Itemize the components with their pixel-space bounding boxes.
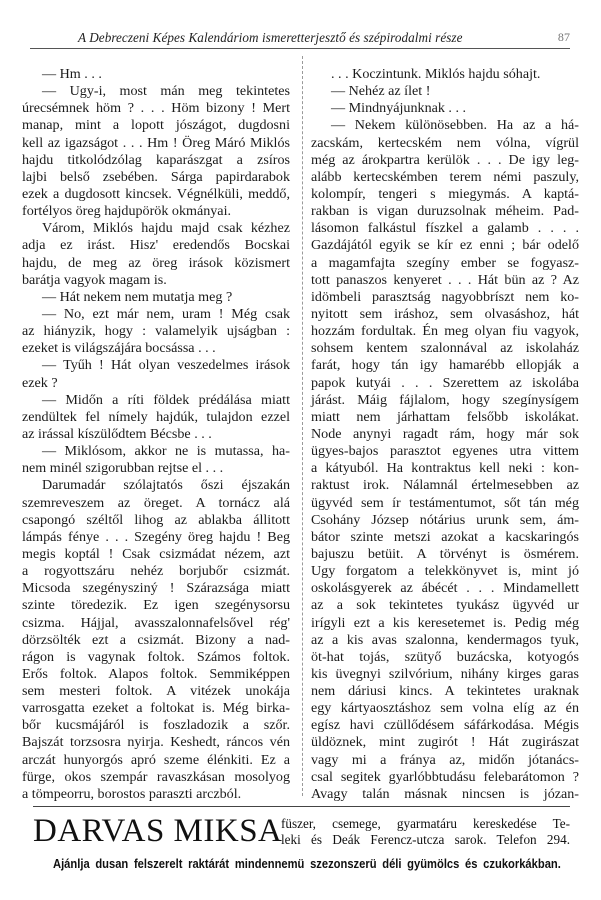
- text-line: Gazdájától egyik se kír ez enni ; bár odelő: [311, 237, 579, 254]
- advertiser-description-line: leki és Deák Ferencz-utcza sarok. Telefon 294.: [281, 831, 570, 847]
- text-line: alább kertecskémben terem némi paszuly,: [311, 168, 579, 185]
- text-line: Várom, Miklós hajdu majd csak kézhez: [42, 220, 290, 237]
- text-line: rágon is vagynak foltok. Számos foltok.: [22, 648, 290, 665]
- text-line: a rogyottszáru nehéz borjubőr csizmát.: [22, 563, 290, 580]
- text-line: az irással kíszülődtem Bécsbe . . .: [22, 425, 212, 442]
- text-line: — Midőn a ríti földek prédálása miatt: [42, 391, 290, 408]
- footer-rule: [33, 806, 570, 807]
- text-line: kolompír, tengeri s miegymás. A kaptá-: [311, 185, 579, 202]
- text-line: irígyli ezt a kis keresetemet is. Pedig még: [311, 614, 579, 631]
- advertiser-name: DARVAS MIKSA: [33, 813, 283, 849]
- text-line: öt-hat tojás, szütyő buzácska, kotyogós: [311, 648, 579, 665]
- text-line: oskolásgyerek az ábécét . . . Mindamellett: [311, 580, 579, 597]
- text-line: tott panaszos kenyeret . . . Hát bün az ? Az: [311, 271, 579, 288]
- text-line: járást. Máig fájlalom, hogy szegínysígem: [311, 391, 579, 408]
- text-line: kis üvegnyi szilvórium, nihány kirges garas: [311, 665, 579, 682]
- text-line: bátor szinte metszi azokat a kacskaringós: [311, 528, 579, 545]
- text-line: ezek a dugdosott kincsek. Végnélküli, meddő,: [22, 185, 290, 202]
- text-line: sohsem kentem szalonnával az iskolaház: [311, 340, 579, 357]
- text-line: Avagy talán másnak nincsen is józan-: [311, 785, 579, 802]
- text-line: miatt nem járhattam felsőbb iskolákat.: [311, 408, 579, 425]
- advertisement: [33, 812, 570, 882]
- text-line: az hiányzik, hogy : valamelyik ujságban :: [22, 323, 290, 340]
- text-line: ügyvéd sem ír testámentumot, sőt tán még: [311, 494, 579, 511]
- running-title: A Debreczeni Képes Kalendáriom ismeretterjesztő és szépirodalmi része: [78, 30, 463, 45]
- text-line: szinte töredezik. Ez igen szegénysorsu: [22, 597, 290, 614]
- text-line: hozzám fordultak. Én meg olyan fiu vagyok,: [311, 323, 579, 340]
- text-line: a magamfajta szegíny ember se fogyasz-: [311, 254, 579, 271]
- text-line: csapongó széltől lihog az ablakba állitott: [22, 511, 290, 528]
- text-line: vagy mi a fránya az, midőn jótanács-: [311, 751, 579, 768]
- text-line: ügyes-bajos parasztot egyenes utra vittem: [311, 443, 579, 460]
- text-line: papok kutyái . . . Szerettem az iskolába: [311, 374, 579, 391]
- text-line: Micsoda szegénysziný ! Szárazsága miatt: [22, 580, 290, 597]
- header-rule: [30, 48, 570, 49]
- text-line: adja ez irást. Hisz' eredendős Bocskai: [22, 237, 290, 254]
- text-line: — Miklósom, akkor ne is mutassa, ha-: [42, 443, 290, 460]
- text-line: úrecsémnek höm ? . . . Höm bizony ! Mert: [22, 100, 290, 117]
- left-column: [22, 66, 290, 803]
- text-line: varrosgatta ezeket a foltokat is. Még birka-: [22, 700, 290, 717]
- text-line: nem minél szigorubban rejtse el . . .: [22, 460, 224, 477]
- text-line: Csohány Józsep nótárius urunk sem, ám-: [311, 511, 579, 528]
- text-line: az a sok tekintetes tyukász ügyvéd ur: [311, 597, 579, 614]
- text-line: rakban is vigan duruzsolnak méheim. Pad-: [311, 203, 579, 220]
- text-line: arczát hunyorgós apró szeme élénkiti. Ez a: [22, 751, 290, 768]
- running-head: [60, 30, 570, 48]
- text-line: Erős foltok. Alapos foltok. Semmiképpen: [22, 665, 290, 682]
- text-line: szemreveszem az öreget. A tornácz alá: [22, 494, 290, 511]
- column-divider: [302, 56, 303, 796]
- text-line: Node anynyi ragadt rám, hogy már sok: [311, 425, 579, 442]
- text-line: ezek ?: [22, 374, 58, 391]
- text-line: — Nekem különösebben. Ha az a há-: [331, 117, 579, 134]
- text-line: egy kártyaosztáshoz sem volna elíg az én: [311, 700, 579, 717]
- text-line: sem mesteri foltok. A vitézek unokája: [22, 683, 290, 700]
- text-line: — Nehéz az ílet !: [331, 83, 431, 100]
- text-line: zacskám, kertecském nem vólna, vígrül: [311, 134, 579, 151]
- text-line: fortélyos öreg hajdupörök okmányai.: [22, 203, 232, 220]
- text-line: — Hm . . .: [42, 66, 102, 82]
- text-line: lámpás fénye . . . Szegény öreg hajdu ! Beg: [22, 528, 290, 545]
- text-line: dörzsölték ezt a csizmát. Bizony a nad-: [22, 631, 290, 648]
- text-line: Darumadár szólajtatós őszi éjszakán: [42, 477, 290, 494]
- text-line: lásomon falkástul físzkel a galamb . . . .: [311, 220, 579, 237]
- text-line: — Tyűh ! Hát olyan veszedelmes irások: [42, 357, 290, 374]
- text-line: — Mindnyájunknak . . .: [331, 100, 467, 117]
- text-line: manap, mint a lopott jószágot, dugdosni: [22, 117, 290, 134]
- text-line: bajuszu betüit. A törvényt is ösmérem.: [311, 545, 579, 562]
- text-line: farát, hogy tán igy hamarébb ellopják a: [311, 357, 579, 374]
- text-line: kell az igazságot . . . Hm ! Öreg Máró Miklós: [22, 134, 290, 151]
- text-line: nyitott sem iráshoz, sem olvasáshoz, hát: [311, 305, 579, 322]
- text-line: az a kis avas szalonna, kendermagos tyuk,: [311, 631, 579, 648]
- text-line: — No, ezt már nem, uram ! Még csak: [42, 305, 290, 322]
- text-line: egísz havi czüllődésem sáfárkodása. Mégis: [311, 717, 579, 734]
- advertiser-description-line: füszer, csemege, gyarmatáru kereskedése Te-: [281, 816, 570, 831]
- page-number: 87: [557, 30, 570, 44]
- text-line: idömbeli parasztság nagyobbríszt nem ko-: [311, 288, 579, 305]
- text-line: a kátyuból. Ha kontraktus kell neki : kon-: [311, 460, 579, 477]
- text-line: Ugy forgatom a telekkönyvet is, mint jó: [311, 563, 579, 580]
- text-line: — Ugy-i, most mán meg tekintetes: [42, 83, 290, 100]
- text-line: — Hát nekem nem mutatja meg ?: [42, 288, 233, 305]
- text-line: megis koptál ! Csak csizmádat nézem, azt: [22, 545, 290, 562]
- text-line: üldöznek, mint zugirót ! Hát zugirászat: [311, 734, 579, 751]
- text-line: fürge, okos szempár ravaszkásan mosolyog: [22, 768, 290, 785]
- advertisement-tagline: Ajánlja dusan felszerelt raktárát mindennemü szezonszerü déli gyümölcs és czukorkákban.: [53, 856, 561, 871]
- text-line: hajdu titkolódzólag kaparászgat a zsíros: [22, 151, 290, 168]
- text-line: ezeket is világszájára bocsássa . . .: [22, 340, 216, 357]
- text-line: Bajszát torzsosra nyirja. Keshedt, ráncos vén: [22, 734, 290, 751]
- text-line: csizma. Hájjal, avasszalonnafelsővel rég': [22, 614, 290, 631]
- right-column: [311, 66, 579, 803]
- text-line: . . . Koczintunk. Miklós hajdu sóhajt.: [331, 66, 541, 82]
- text-line: bőr kucsmájáról is foszladozik a szőr.: [22, 717, 290, 734]
- text-line: nem dáriusi kincs. A tekintetes uraknak: [311, 683, 579, 700]
- advertiser-description: [281, 816, 570, 847]
- text-line: raktust irok. Nálamnál értelmesebben az: [311, 477, 579, 494]
- text-line: hajdu, de meg az öreg irások közismert: [22, 254, 290, 271]
- text-line: lajbi belső zsebében. Sárga papirdarabok: [22, 168, 290, 185]
- text-line: barátja vagyok magam is.: [22, 271, 167, 288]
- text-line: a tömpeorru, borostos paraszti arczból.: [22, 785, 242, 802]
- text-line: zendültek fel nímely hajdúk, tulajdon ezzel: [22, 408, 290, 425]
- text-line: még az árokpartra kerülök . . . De igy leg-: [311, 151, 579, 168]
- text-line: csal segitek gyarlóbbtudásu felebarátomon ?: [311, 768, 579, 785]
